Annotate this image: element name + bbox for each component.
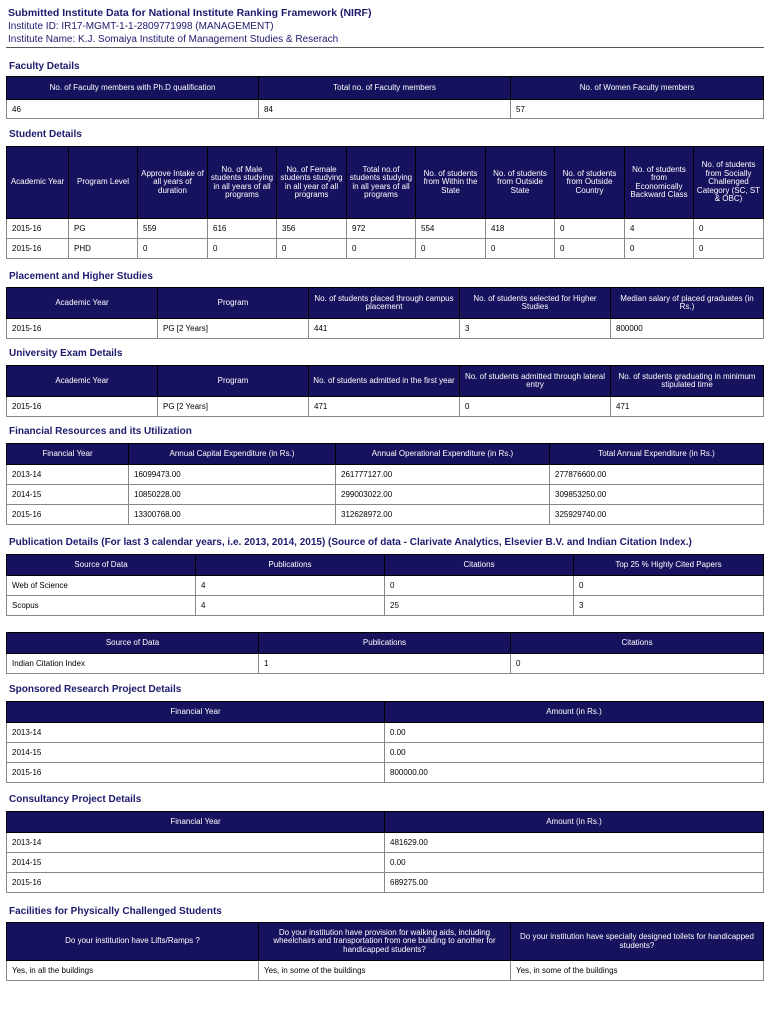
table-cell: 1: [259, 654, 511, 674]
table-header-row: [7, 633, 764, 654]
column-header: Academic Year: [7, 366, 158, 397]
table-cell: 0: [486, 239, 555, 259]
table-cell: 299003022.00: [336, 485, 550, 505]
column-header: No. of students admitted through lateral entry: [460, 366, 611, 397]
citation-index-table: [6, 632, 764, 674]
column-header: Academic Year: [7, 288, 158, 319]
table-cell: Scopus: [7, 596, 196, 616]
table-cell: 0: [208, 239, 277, 259]
column-header: Publications: [196, 555, 385, 576]
column-header: No. of students selected for Higher Studies: [460, 288, 611, 319]
column-header: Median salary of placed graduates (in Rs.): [611, 288, 764, 319]
table-cell: 441: [309, 319, 460, 339]
faculty-table: [6, 76, 764, 119]
column-header: Annual Operational Expenditure (in Rs.): [336, 444, 550, 465]
publication-table: [6, 554, 764, 616]
table-row: [7, 763, 764, 783]
table-row: [7, 873, 764, 893]
table-cell: 800000: [611, 319, 764, 339]
table-row: [7, 485, 764, 505]
table-cell: Yes, in all the buildings: [7, 961, 259, 981]
column-header: No. of Women Faculty members: [511, 77, 764, 100]
column-header: Approve Intake of all years of duration: [138, 147, 208, 219]
column-header: No. of students from Economically Backward Class: [625, 147, 694, 219]
table-cell: Indian Citation Index: [7, 654, 259, 674]
column-header: No. of Male students studying in all years of all programs: [208, 147, 277, 219]
table-cell: 554: [416, 219, 486, 239]
institute-id: Institute ID: IR17-MGMT-1-1-2809771998 (MANAGEMENT): [8, 21, 274, 32]
table-cell: 2013-14: [7, 723, 385, 743]
table-cell: 0: [694, 239, 764, 259]
table-cell: 800000.00: [385, 763, 764, 783]
table-cell: 3: [574, 596, 764, 616]
table-row: [7, 319, 764, 339]
column-header: Total Annual Expenditure (in Rs.): [550, 444, 764, 465]
table-header-row: [7, 366, 764, 397]
table-cell: 0: [416, 239, 486, 259]
table-cell: 84: [259, 100, 511, 119]
table-cell: 4: [196, 596, 385, 616]
table-cell: 4: [625, 219, 694, 239]
table-cell: 0: [385, 576, 574, 596]
table-row: [7, 596, 764, 616]
report-title: Submitted Institute Data for National Institute Ranking Framework (NIRF): [8, 7, 372, 19]
table-header-row: [7, 444, 764, 465]
table-cell: 325929740.00: [550, 505, 764, 525]
table-row: [7, 853, 764, 873]
table-cell: 0: [555, 239, 625, 259]
column-header: No. of students from Outside State: [486, 147, 555, 219]
report-header: [8, 6, 764, 46]
table-cell: 3: [460, 319, 611, 339]
table-cell: 2014-15: [7, 485, 129, 505]
table-cell: 471: [309, 397, 460, 417]
facilities-table: [6, 922, 764, 981]
table-row: [7, 654, 764, 674]
table-header-row: [7, 77, 764, 100]
table-cell: 559: [138, 219, 208, 239]
table-row: [7, 219, 764, 239]
table-cell: 0.00: [385, 723, 764, 743]
table-cell: 0: [138, 239, 208, 259]
table-cell: Yes, in some of the buildings: [259, 961, 511, 981]
table-row: [7, 100, 764, 119]
sponsored-table: [6, 701, 764, 783]
table-cell: 2015-16: [7, 763, 385, 783]
table-cell: 2014-15: [7, 853, 385, 873]
table-row: [7, 465, 764, 485]
table-cell: 471: [611, 397, 764, 417]
column-header: Top 25 % Highly Cited Papers: [574, 555, 764, 576]
table-cell: 0.00: [385, 743, 764, 763]
column-header: Do your institution have Lifts/Ramps ?: [7, 923, 259, 961]
table-cell: 2015-16: [7, 873, 385, 893]
table-cell: 25: [385, 596, 574, 616]
table-cell: PG: [69, 219, 138, 239]
table-cell: 57: [511, 100, 764, 119]
table-cell: Yes, in some of the buildings: [511, 961, 764, 981]
table-cell: 972: [347, 219, 416, 239]
column-header: Source of Data: [7, 633, 259, 654]
column-header: Academic Year: [7, 147, 69, 219]
institute-name: Institute Name: K.J. Somaiya Institute of Management Studies & Reserach: [8, 34, 339, 45]
table-row: [7, 239, 764, 259]
column-header: No. of students admitted in the first year: [309, 366, 460, 397]
table-row: [7, 397, 764, 417]
column-header: No. of students graduating in minimum stipulated time: [611, 366, 764, 397]
column-header: Financial Year: [7, 444, 129, 465]
table-cell: 261777127.00: [336, 465, 550, 485]
column-header: Amount (in Rs.): [385, 702, 764, 723]
table-cell: 309853250.00: [550, 485, 764, 505]
table-cell: 2013-14: [7, 465, 129, 485]
table-cell: 13300768.00: [129, 505, 336, 525]
financial-section-title: Financial Resources and its Utilization: [9, 426, 192, 437]
table-cell: 418: [486, 219, 555, 239]
column-header: Do your institution have provision for walking aids, including wheelchairs and transportation from one building to another for handicapped students?: [259, 923, 511, 961]
table-cell: 0: [574, 576, 764, 596]
table-row: [7, 505, 764, 525]
column-header: Program: [158, 366, 309, 397]
column-header: Program Level: [69, 147, 138, 219]
consultancy-section-title: Consultancy Project Details: [9, 794, 142, 805]
table-cell: 0: [277, 239, 347, 259]
table-header-row: [7, 923, 764, 961]
placement-table: [6, 287, 764, 339]
placement-section-title: Placement and Higher Studies: [9, 271, 153, 282]
table-cell: 2014-15: [7, 743, 385, 763]
column-header: Financial Year: [7, 812, 385, 833]
table-cell: 2015-16: [7, 239, 69, 259]
table-row: [7, 743, 764, 763]
column-header: No. of students from Outside Country: [555, 147, 625, 219]
table-cell: 689275.00: [385, 873, 764, 893]
table-cell: 0: [511, 654, 764, 674]
publication-section-title: Publication Details (For last 3 calendar years, i.e. 2013, 2014, 2015) (Source of data - Clarivate Analytics, Elsevier B.V. and Indian Citation Index.): [9, 537, 692, 548]
table-header-row: [7, 702, 764, 723]
table-cell: 616: [208, 219, 277, 239]
column-header: Financial Year: [7, 702, 385, 723]
column-header: Annual Capital Expenditure (in Rs.): [129, 444, 336, 465]
table-header-row: [7, 812, 764, 833]
column-header: No. of students placed through campus placement: [309, 288, 460, 319]
exam-section-title: University Exam Details: [9, 348, 123, 359]
table-cell: PHD: [69, 239, 138, 259]
table-cell: 481629.00: [385, 833, 764, 853]
column-header: Do your institution have specially designed toilets for handicapped students?: [511, 923, 764, 961]
column-header: Source of Data: [7, 555, 196, 576]
consultancy-table: [6, 811, 764, 893]
table-header-row: [7, 288, 764, 319]
table-header-row: [7, 147, 764, 219]
table-cell: 10850228.00: [129, 485, 336, 505]
table-cell: 4: [196, 576, 385, 596]
table-header-row: [7, 555, 764, 576]
sponsored-section-title: Sponsored Research Project Details: [9, 684, 182, 695]
column-header: Citations: [511, 633, 764, 654]
table-cell: 2015-16: [7, 219, 69, 239]
column-header: Amount (in Rs.): [385, 812, 764, 833]
table-cell: 312628972.00: [336, 505, 550, 525]
column-header: No. of Female students studying in all year of all programs: [277, 147, 347, 219]
column-header: No. of students from Within the State: [416, 147, 486, 219]
table-cell: 2013-14: [7, 833, 385, 853]
table-cell: 356: [277, 219, 347, 239]
column-header: No. of Faculty members with Ph.D qualification: [7, 77, 259, 100]
table-cell: 2015-16: [7, 319, 158, 339]
table-cell: Web of Science: [7, 576, 196, 596]
column-header: Total no.of students studying in all years of all programs: [347, 147, 416, 219]
faculty-section-title: Faculty Details: [9, 61, 80, 72]
table-cell: 0: [625, 239, 694, 259]
table-cell: 0: [694, 219, 764, 239]
column-header: Citations: [385, 555, 574, 576]
table-cell: 277876600.00: [550, 465, 764, 485]
table-cell: 0: [460, 397, 611, 417]
column-header: No. of students from Socially Challenged Category (SC, ST & OBC): [694, 147, 764, 219]
table-cell: 0: [347, 239, 416, 259]
column-header: Program: [158, 288, 309, 319]
student-table: [6, 146, 764, 259]
table-row: [7, 833, 764, 853]
exam-table: [6, 365, 764, 417]
table-cell: 46: [7, 100, 259, 119]
table-cell: 2015-16: [7, 505, 129, 525]
table-row: [7, 961, 764, 981]
facilities-section-title: Facilities for Physically Challenged Students: [9, 906, 222, 917]
table-cell: 16099473.00: [129, 465, 336, 485]
table-row: [7, 576, 764, 596]
table-cell: 0: [555, 219, 625, 239]
table-row: [7, 723, 764, 743]
table-cell: 2015-16: [7, 397, 158, 417]
column-header: Total no. of Faculty members: [259, 77, 511, 100]
column-header: Publications: [259, 633, 511, 654]
table-cell: PG [2 Years]: [158, 397, 309, 417]
financial-table: [6, 443, 764, 525]
table-cell: 0.00: [385, 853, 764, 873]
table-cell: PG [2 Years]: [158, 319, 309, 339]
header-divider: [6, 47, 764, 48]
student-section-title: Student Details: [9, 129, 82, 140]
